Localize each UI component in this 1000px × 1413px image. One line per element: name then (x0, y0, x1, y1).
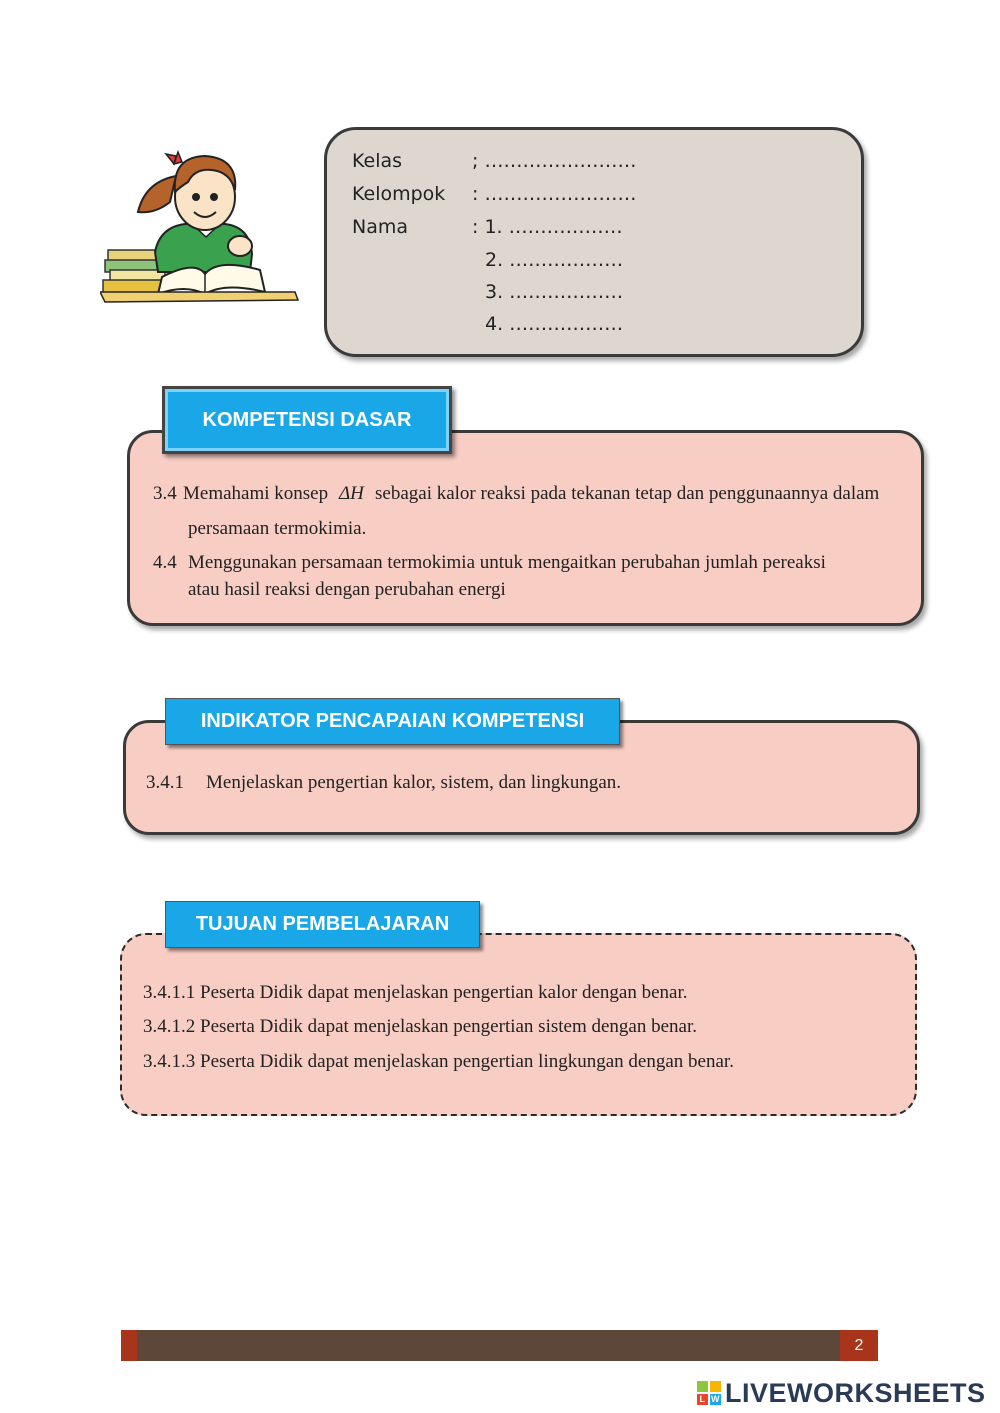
kd-item-1-text-b: sebagai kalor reaksi pada tekanan tetap dan penggunaannya dalam (375, 483, 880, 504)
kd-item-2-num: 4.4 (153, 552, 177, 573)
indikator-num: 3.4.1 (146, 772, 184, 793)
kd-item-1-num: 3.4 (153, 483, 177, 504)
kelompok-label: Kelompok (352, 183, 446, 205)
kelompok-field[interactable]: : …………………… (472, 183, 637, 205)
indikator-heading: INDIKATOR PENCAPAIAN KOMPETENSI (165, 698, 620, 745)
nama-field-4[interactable]: 4. ……………… (485, 313, 624, 335)
kelas-field[interactable]: ; …………………… (472, 150, 637, 172)
nama-field-2[interactable]: 2. ……………… (485, 249, 624, 271)
kd-item-1-line-2: persamaan termokimia. (188, 518, 367, 539)
brand-name: LIVEWORKSHEETS (725, 1377, 986, 1408)
indikator-text: Menjelaskan pengertian kalor, sistem, dan lingkungan. (206, 772, 622, 793)
tujuan-item-1: 3.4.1.1 Peserta Didik dapat menjelaskan pengertian kalor dengan benar. (143, 982, 688, 1003)
nama-label: Nama (352, 216, 409, 238)
liveworksheets-logo[interactable] (697, 1378, 986, 1408)
footer-accent (121, 1330, 137, 1361)
page-number: 2 (840, 1330, 878, 1361)
tujuan-heading: TUJUAN PEMBELAJARAN (165, 901, 480, 948)
kelas-label: Kelas (352, 150, 403, 172)
kompetensi-dasar-box (127, 430, 924, 626)
girl-reading-illustration (100, 142, 300, 307)
tujuan-item-3: 3.4.1.3 Peserta Didik dapat menjelaskan pengertian lingkungan dengan benar. (143, 1051, 734, 1072)
kd-item-2-line-2: atau hasil reaksi dengan perubahan energi (188, 579, 506, 600)
nama-field-1[interactable]: : 1. ……………… (472, 216, 623, 238)
identity-box (324, 127, 864, 357)
kd-item-1-text-a: Memahami konsep (183, 483, 329, 504)
delta-h-symbol: ΔH (339, 483, 364, 504)
kd-item-2-line-1: Menggunakan persamaan termokimia untuk mengaitkan perubahan jumlah pereaksi (188, 552, 826, 573)
tujuan-box (120, 933, 917, 1116)
footer-bar (121, 1330, 878, 1361)
tujuan-item-2: 3.4.1.2 Peserta Didik dapat menjelaskan pengertian sistem dengan benar. (143, 1016, 698, 1037)
nama-field-3[interactable]: 3. ……………… (485, 281, 624, 303)
kompetensi-dasar-heading: KOMPETENSI DASAR (162, 386, 452, 454)
liveworksheets-logo-icon: L W (697, 1381, 721, 1405)
